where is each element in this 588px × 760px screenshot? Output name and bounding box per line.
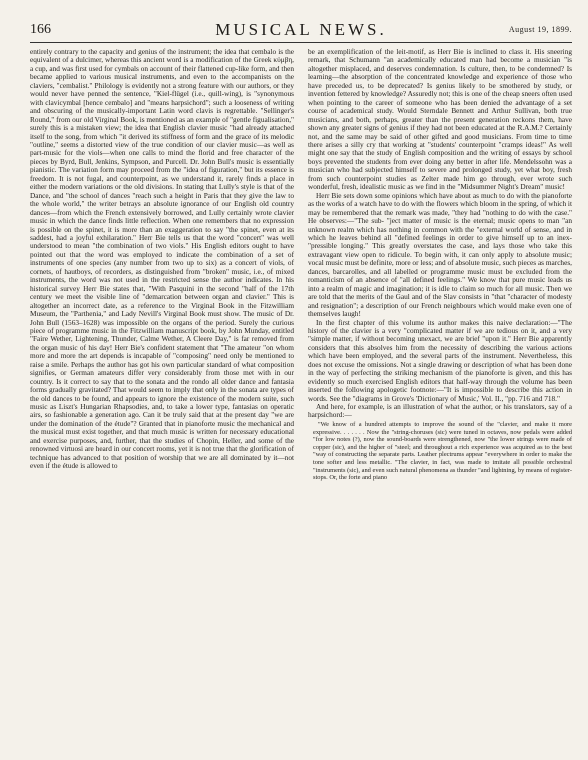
article-columns (30, 48, 572, 482)
masthead-title: MUSICAL NEWS. (215, 20, 387, 39)
page-header (30, 20, 572, 43)
right-paragraph: In the first chapter of this volume its author makes this naive declaration:—"The history of the clavier is a very "complicated matter if we are tedious on it, and a very "simple matter, if without becoming unexact, we are brief "upon it." Herr Bie apparently considers that this absolves him from the necessity of describing the various actions which have been employed, and the several parts of the instrument. Nevertheless, this does not excuse the omissions. Not a single drawing or description of what has been done in the way of perfecting the striking mechanism of the pianoforte is given, and this has evidently so much exercised English editors that half-way through the volume has been inserted the following apologetic footnote:—"It is impossible to describe this action in words. See the "diagrams in Grove's 'Dictionary of Music,' Vol. II., "pp. 716 and 718." (308, 317, 572, 403)
issue-date: August 19, 1899. (508, 25, 572, 34)
left-column (30, 48, 294, 482)
block-quote: "We know of a hundred attempts to improve the sound of the "clavier, and make it more expressive. . . . . . . Now the "string-choruses (sic) were tuned in octaves, now pedals were added "for low notes (?), now the sound-boards were strengthened, now "the lower strings were made of copper (sic), and the higher of "steel; and throughout a rich experience was acquired as to the best "way of constructing the separate parts. Leather plectrums appear "everywhere in order to make the tone softer and less metallic. "The clavier, in fact, was made to imitate all possible orchestral "instruments (sic), and even such natural phenomena as thunder "and lightning, by means of register-stops. Or, the forte and piano (313, 420, 572, 482)
right-column (308, 48, 572, 482)
right-paragraph-continued: be an exemplification of the leit-motif, as Herr Bie is inclined to class it. His sneering remark, that Schumann "an academically educated man had become a musician "is altogether misplaced, and deserves condemnation. Is culture, then, to be condemned? Is learning—the absorption of the concentrated knowledge and experience of those who have preceded us, to be deprecated? Is genius likely to be smothered by study, or invention fettered by knowledge? Assuredly not; this is one of the cheap sneers often used when pointing to the career of someone who has been denied the advantage of a set course of academical study. Would Sterndale Bennett and Arthur Sullivan, both true musicians, and both, perhaps, greater than the present generation reckons them, have shown any greater signs of genius if they had not been educated at the R.A.M.? Certainly not, and the same may be said of other gifted and good musicians. From time to time there arises a silly cry that working at "students' counterpoint "cramps ideas!" As well might one say that the study of English composition and the writing of essays by school boys prevented the students from ever doing any better in after life. Mendelssohn was a musician who had subjected himself to severe and prolonged study, yet what boy, fresh from such counterpoint studies as Zelter made him go through, ever wrote such wonderful, fresh, idealistic music as we find in the "Midsummer Night's Dream" music! (308, 47, 572, 192)
right-paragraph: And here, for example, is an illustration of what the author, or his translators, say of a harpsichord:— (308, 402, 572, 420)
left-paragraph: entirely contrary to the capacity and genius of the instrument; the idea that cembalo is the equivalent of a dulcimer, whereas this ancient word is a modification of the Greek κύμβη, a cup, and was first used for cymbals on account of their flattened cup-like form, and then became applied to various musical instruments, and even to the accompanists on the claviers, "cembalist." Philology is evidently not a strong feature with our authors, or they would never have penned the sentence, "Kiel-flügel (i.e., quill-wing), is "synonymous with clavicymbal [hence cembalo] and "means harpsichord"; such a looseness of writing and obscuring of the musically-important Latin word clavis is regrettable. "Sellinger's Round," from our old Virginal Book, is mentioned as an example of "gentle figualisation," surely this is a mistaken view; the idea that English clavier music "had already attached itself to the song, from which "it derived its stiffness of form and the grace of its melodic "outline," seems a distorted view of the true condition of our clavier music—as well as part-music for the viols—when one calls to mind the florid and free character of the pieces by Byrd, Bull, Jenkins, Sympson, and Purcell. Dr. John Bull's music is essentially pianistic. The variation form may proceed from the "idea of figuration," but its essence is freedom. It is not fugal, and counterpoint, as we understand it, rarely finds a place in either the modern variations or the old divisions. In stating that Lully's style is that of the Dance, and "the school of dances "reach such a height in Paris that they give the law to the whole world," the writer betrays an absolute ignorance of our English old country dances—from which the French extensively borrowed, and Lully certainly wrote clavier music in which the dance finds little reflection. When one remembers that no expression is possible on the spinet, it is more than an exaggeration to say "the spinet, even at its saddest, had a joyful exhilaration." Herr Bie tells us that the word "concert" was well understood to mean "the combination of two viols." His English editors ought to have pointed out that the word was employed to indicate the combination of a set of instruments of one species (any number from two up to six) as a concert of viols, of cornets, of hautboys, of recorders, as distinguished from "broken" music, i.e., of mixed instruments, the word was not used in the restricted sense the author indicates. In his historical survey Herr Bie states that, "With Pasquini in the second "half of the 17th century we meet the visible line of "demarcation between organ and clavier." This is altogether an incorrect date, as a reference to the Virginal Book in the Fitzwilliam Museum, the "Parthenia," and Lady Nevill's Virginal Book must show. The music of Dr. John Bull (1563–1628) was impossible on the organs of the period. Surely the curious piece of programme music in the Fitzwilliam manuscript book, by John Munday, entitled "Faire Wether, Lightening, Thunder, Calme Wether, A Cleere Day," is far removed from the organ music of his day! Herr Bie's confident statement that "The amateur "on whom more and more the art depends is incapable of "composing" need only be mentioned to raise a smile. Perhaps the author has got his own particular standard of what composition signifies, or German amateurs differ very considerably from those met with in our country. Is it correct to say that to the sonata and the rondo all older dance and fantasia forms gradually gravitated? That would seem to imply that only in the sonata are types of the old dances to be found, and appears to ignore the existence of the modern suite, such music as Liszt's Hungarian Rhapsodies, and, to take a lower type, fantasias on operatic airs, so fashionable a generation ago. Can it be truly said that at the present day "we are under the domination of the étude"? Granted that in pianoforte music the mechanical and the musical must exist together, and that much music is written for necessary educational and exercise purposes, and, further, that the studies of Chopin, Heller, and some of the renowned virtuosi are heard in our concert rooms, yet it is not true that the glorification of technique has advanced to that position of worship that we are all dominated by it—not even if the étude is allowed to (30, 47, 294, 471)
right-paragraph: Herr Bie sets down some opinions which have about as much to do with the pianoforte as the works of a watch have to do with the flowers which bloom in the spring, of which it may be remembered that the remark was made, "they had "nothing to do with the case." He observes:—"The sub- "ject matter of music is the eternal; music opens to man "an unknown realm which has nothing in common with the "external world of sense, and in which he leaves behind all "defined feelings in order to give himself up to an inex- "pressible longing." This greatly overstates the case, and lays those who take this extravagant view open to ridicule. To begin with, it can only apply to absolute music; vocal music must be definite, more or less; and of absolute music, such pieces as marches, dances, barcarolles, and all labelled or programme music must be excluded from the romanticism of an absence of "all defined feelings." We know that pure music leads us into a realm of magic and imagination; it is idle to claim so much for all music. Then we are told that the merits of the Gaul and of the Slav consists in "that "character of modesty and resignation"; a description of our French neighbours which would make even one of themselves laugh! (308, 190, 572, 319)
page-number: 166 (30, 22, 51, 37)
